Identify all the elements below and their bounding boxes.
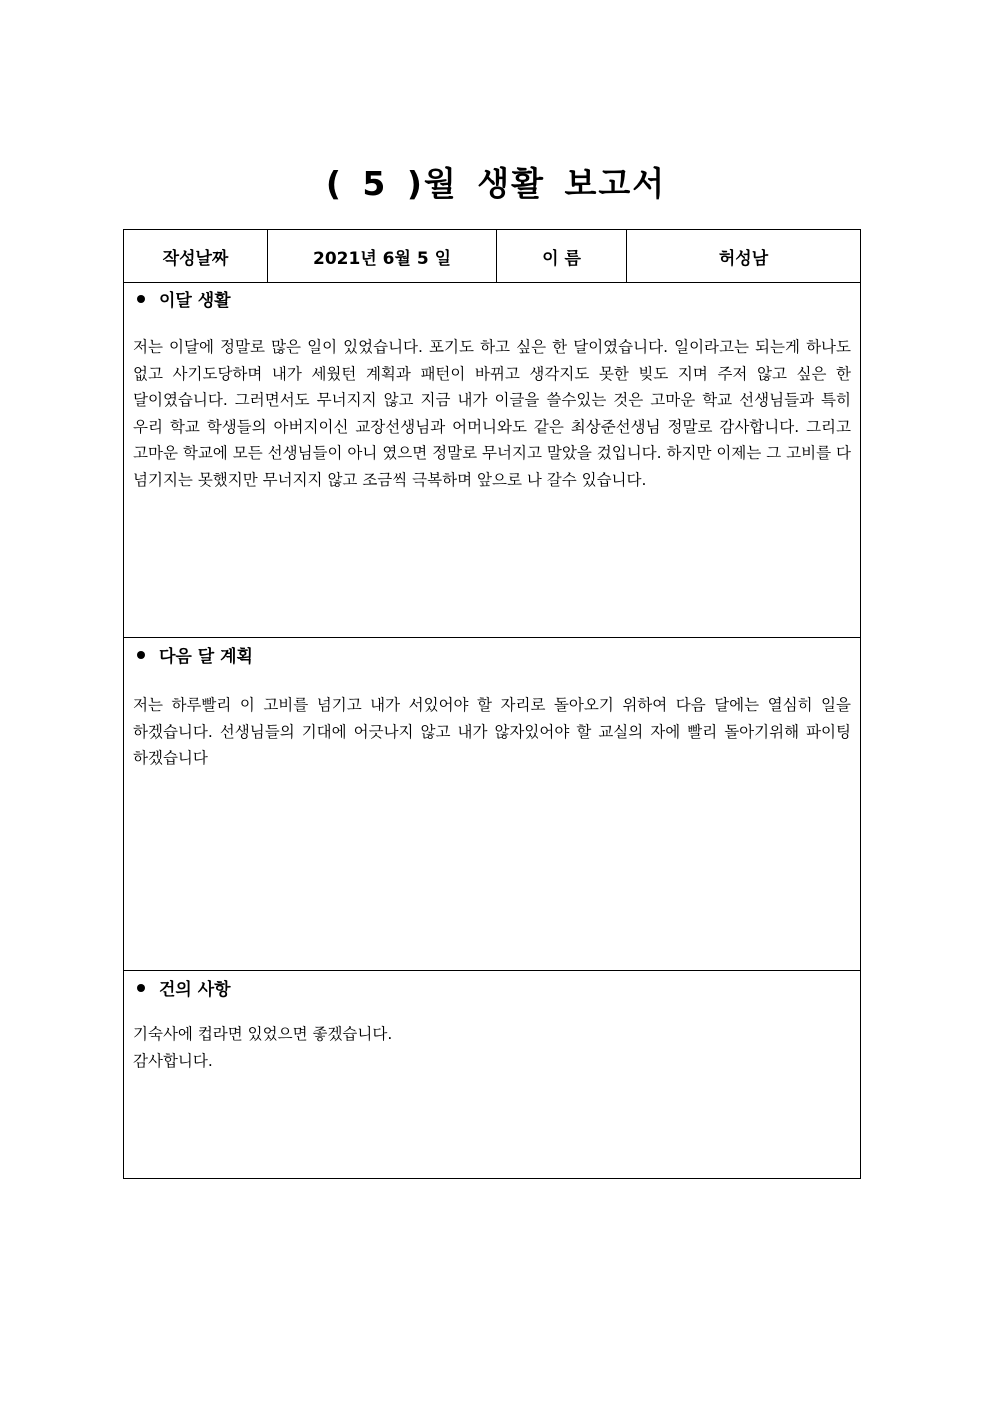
section-heading-label: 건의 사항	[159, 980, 231, 1000]
section-heading	[135, 642, 253, 667]
name-label: 이 름	[497, 230, 627, 282]
section-this-month	[124, 282, 860, 638]
date-label: 작성날짜	[124, 230, 268, 282]
header-row	[124, 230, 860, 283]
date-value[interactable]: 2021년 6월 5 일	[268, 230, 497, 282]
section-heading-label: 이달 생활	[159, 291, 231, 311]
section-heading-label: 다음 달 계획	[159, 647, 253, 667]
section-heading	[135, 975, 231, 1000]
section-suggestions	[124, 971, 860, 1178]
section-heading	[135, 286, 231, 311]
page-title: ( 5 )월 생활 보고서	[325, 164, 667, 203]
section-next-month-plan	[124, 638, 860, 971]
name-value[interactable]: 허성남	[718, 248, 769, 269]
bullet-icon	[137, 295, 145, 303]
section-body[interactable]: 기숙사에 컵라면 있었으면 좋겠습니다. 감사합니다.	[133, 1025, 393, 1070]
bullet-icon	[137, 984, 145, 992]
section-body[interactable]: 저는 하루빨리 이 고비를 넘기고 내가 서있어야 할 자리로 돌아오기 위하여 다음 달에는 열심히 일을 하겠습니다. 선생님들의 기대에 어긋나지 않고 내가 않자있어야 할 교실의 자에 빨리 돌아기위해 파이팅 하겠습니다	[133, 696, 851, 767]
bullet-icon	[137, 651, 145, 659]
report-form	[123, 229, 861, 1179]
section-body[interactable]: 저는 이달에 정말로 많은 일이 있었습니다. 포기도 하고 싶은 한 달이였습니다. 일이라고는 되는게 하나도 없고 사기도당하며 내가 세웠턴 계획과 패턴이 바뀌고 생각지도 못한 빚도 지며 주저 않고 싶은 한 달이였습니다. 그러면서도 무너지지 않고 지금 내가 이글을 쓸수있는 것은 고마운 학교 선생님들과 특히 우리 학교 학생들의 아버지이신 교장선생님과 어머니와도 같은 최상준선생님 정말로 감사합니다. 그리고 고마운 학교에 모든 선생님들이 아니 였으면 정말로 무너지고 말았을 겄입니다. 하지만 이제는 그 고비를 다 넘기지는 못했지만 무너지지 않고 조금씩 극복하며 앞으로 나 갈수 있습니다.	[133, 338, 851, 489]
